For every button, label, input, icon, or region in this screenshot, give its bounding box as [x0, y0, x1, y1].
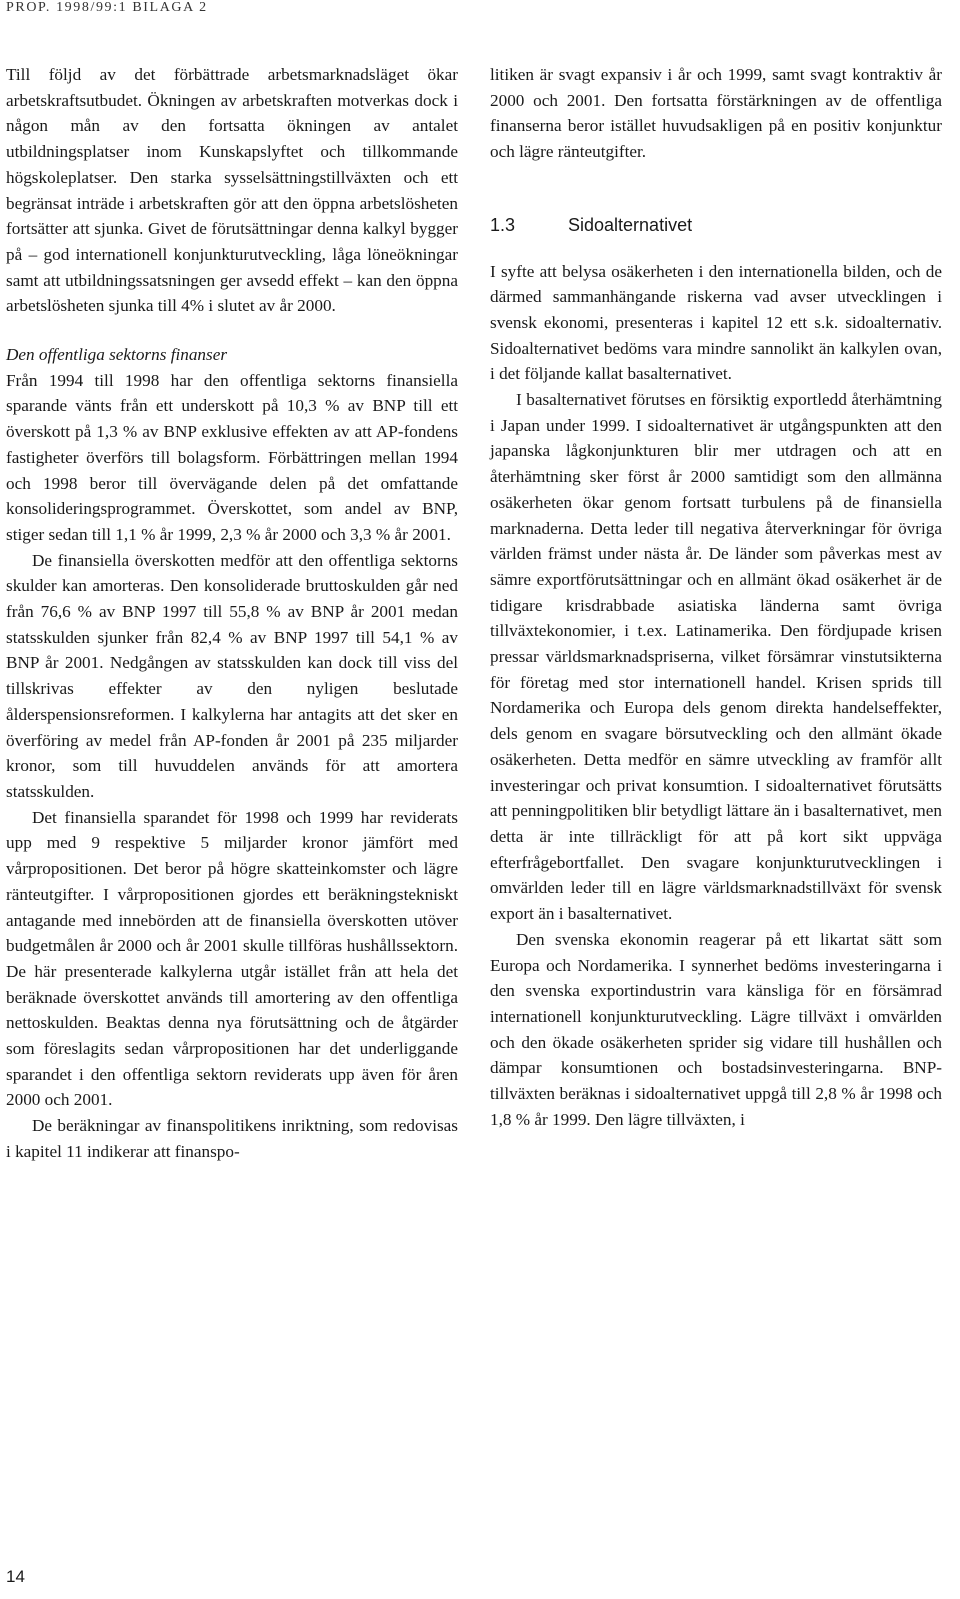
running-header: PROP. 1998/99:1 BILAGA 2: [6, 0, 208, 15]
paragraph: I basalternativet förutses en försiktig exportledd återhämtning i Japan under 1999. I sidoalternativet är utgångspunkten att den japanska lågkonjunkturen blir mer utdragen och att en återhämtning sker först år 2000 samtidigt som den allmänna osäkerheten ökar genom fortsatt turbulens på de finansiella marknaderna. Detta leder till negativa återverkningar för övriga världen främst under nästa år. De länder som påverkas mest av sämre exportförutsättningar och en allmänt ökad osäkerhet är de tidigare krisdrabbade asiatiska länderna samt övriga tillväxtekonomier, i t.ex. Latinamerika. Den fördjupade krisen pressar världsmarknadspriserna, vilket försämrar vinstutsikterna för företag med stor internationell handel. Krisen sprids till Nordamerika och Europa dels genom direkta handelseffekter, dels genom en svagare börsutveckling och den allmänt ökade osäkerheten. Detta medför en sämre utveckling av framför allt investeringar och privat konsumtion. I sidoalternativet förutsätts att penningpolitiken blir betydligt lättare än i basalternativet, men detta är inte tillräckligt för att på kort sikt uppväga efterfrågebortfallet. Den svagare konjunkturutvecklingen i omvärlden leder till en lägre världsmarknadstillväxt för svensk export än i basalternativet.: [490, 390, 942, 924]
paragraph: litiken är svagt expansiv i år och 1999, samt svagt kontraktiv år 2000 och 2001. Den fortsatta förstärkningen av de offentliga finanserna beror istället huvudsakligen på en positiv konjunktur och lägre ränteutgifter.: [490, 65, 942, 162]
page-number: 14: [6, 1567, 25, 1586]
subheading: Den offentliga sektorns finanser: [6, 345, 228, 365]
paragraph: Det finansiella sparandet för 1998 och 1999 har reviderats upp med 9 respektive 5 miljarder kronor jämfört med vårpropositionen. Det beror på högre skatteinkomster och lägre ränteutgifter. I vårpropositionen gjordes ett beräkningstekniskt antagande med innebörden att de finansiella överskotten utöver budgetmålen år 2000 och år 2001 skulle tillföras hushållssektorn. De här presenterade kalkylerna utgår istället från att hela det beräknade överskottet används till amortering av den offentliga nettoskulden. Beaktas denna nya förutsättning och de åtgärder som föreslagits sedan vårpropositionen har det underliggande sparandet i den offentliga sektorn reviderats upp även för åren 2000 och 2001.: [6, 807, 458, 1110]
paragraph: I syfte att belysa osäkerheten i den internationella bilden, och de därmed sammanhängande riskerna vad avser utvecklingen i svensk ekonomi, presenteras i kapitel 12 ett s.k. sidoalternativ. Sidoalternativet bedöms vara mindre sannolikt än kalkylen ovan, i det följande kallat basalternativet.: [490, 261, 942, 384]
left-column: [6, 62, 458, 1165]
right-column: [490, 62, 942, 1132]
section-heading: [490, 213, 942, 239]
paragraph: Till följd av det förbättrade arbetsmarknadsläget ökar arbetskraftsutbudet. Ökningen av arbetskraften motverkas dock i någon mån av den fortsatta ökningen av antalet utbildningsplatser inom Kunskapslyftet och tillkommande högskoleplatser. Den starka sysselsättningstillväxten och ett begränsat inträde i arbetskraften gör att den öppna arbetslösheten fortsätter att sjunka. Givet de förutsättningar denna kalkyl bygger på – god internationell konjunkturutveckling, låga löneökningar samt att utbildningssatsningen ger avsedd effekt – kan den öppna arbetslösheten sjunka till 4% i slutet av år 2000.: [6, 65, 458, 316]
paragraph: Från 1994 till 1998 har den offentliga sektorns finansiella sparande vänts från ett underskott på 10,3 % av BNP till ett överskott på 1,3 % av BNP exklusive effekten av att AP-fondens fastigheter överförs till bolagsform. Förbättringen mellan 1994 och 1998 beror till övervägande delen på det omfattande konsolideringsprogrammet. Överskottet, som andel av BNP, stiger sedan till 1,1 % år 1999, 2,3 % år 2000 och 3,3 % år 2001.: [6, 370, 458, 544]
section-title: Sidoalternativet: [568, 214, 693, 235]
paragraph: De beräkningar av finanspolitikens inriktning, som redovisas i kapitel 11 indikerar att finanspo-: [6, 1116, 458, 1161]
paragraph: De finansiella överskotten medför att den offentliga sektorns skulder kan amorteras. Den konsoliderade bruttoskulden går ned från 76,6 % av BNP 1997 till 55,8 % av BNP år 2001 medan statsskulden sjunker från 82,4 % av BNP 1997 till 54,1 % av BNP år 2001. Nedgången av statsskulden kan dock till viss del tillskrivas effekter av den nyligen beslutade ålderspensionsreformen. I kalkylerna har antagits att det sker en överföring av medel från AP-fonden år 2001 på 235 miljarder kronor, som till huvuddelen används för att amortera statsskulden.: [6, 550, 458, 801]
section-number: 1.3: [490, 214, 516, 235]
paragraph: Den svenska ekonomin reagerar på ett likartat sätt som Europa och Nordamerika. I synnerhet bedöms investeringarna i den svenska exportindustrin vara känsliga för en försämrad internationell konjunkturutveckling. Lägre tillväxt i omvärlden och den ökade osäkerheten sprider sig vidare till hushållen och dämpar konsumtionen och bostadsinvesteringarna. BNP-tillväxten beräknas i sidoalternativet uppgå till 2,8 % år 1998 och 1,8 % år 1999. Den lägre tillväxten, i: [490, 929, 942, 1129]
